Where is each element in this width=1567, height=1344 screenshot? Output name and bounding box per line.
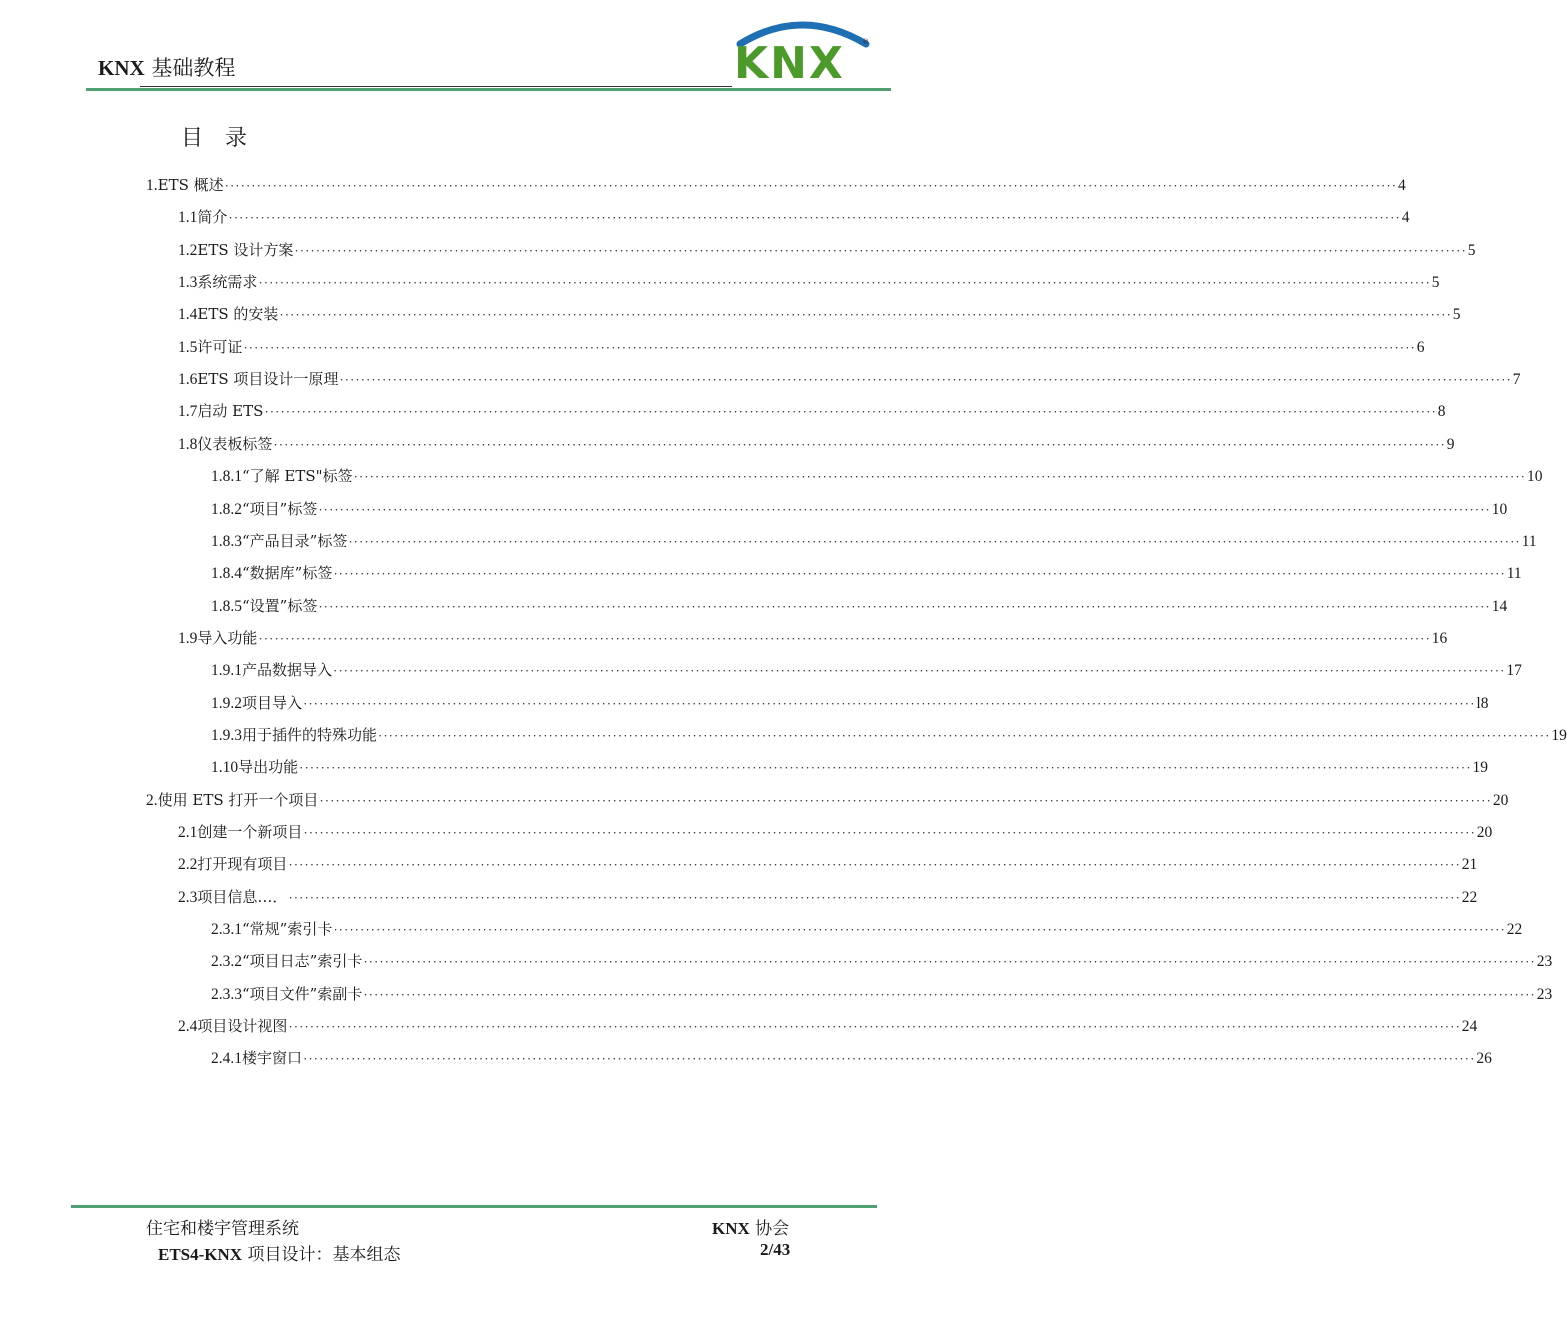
toc-entry-number: 2.1 [178,824,198,841]
toc-entry-page: 23 [1536,953,1553,971]
document-title-cjk: 基础教程 [144,56,236,80]
toc-entry-title: 简介 [197,208,228,227]
toc-dot-leader: ···························································································································································································································· [288,857,1461,873]
toc-entry[interactable] [178,821,1493,843]
toc-dot-leader: ···························································································································································································································· [333,566,1506,582]
toc-entry[interactable] [211,950,1553,972]
toc-entry[interactable] [178,627,1448,649]
toc-entry-number: 1.8.1 [211,468,242,486]
footer-course-name [158,1240,400,1265]
toc-entry-page: 20 [1492,791,1509,809]
toc-entry-title: 导入功能 [197,628,258,647]
toc-entry-page: 6 [1416,338,1425,356]
toc-entry[interactable] [178,853,1478,875]
toc-entry-page: 11 [1521,532,1537,550]
toc-entry[interactable] [178,336,1425,358]
toc-entry-page: 20 [1476,824,1493,841]
toc-dot-leader: ···························································································································································································································· [319,792,1492,808]
toc-entry-number: 1.8.5 [211,597,242,615]
toc-entry-number: 1. [146,177,158,194]
toc-entry-number: 2.3.3 [211,985,242,1003]
toc-entry-title: 使用 ETS 打开一个项目 [157,790,319,809]
toc-entry-title: 创建一个新项目 [197,823,303,841]
footer-organization-cjk: 协会 [749,1219,790,1239]
footer-system-name: 住宅和楼宇管理系统 [146,1219,299,1239]
toc-heading: 目录 [181,126,270,151]
toc-dot-leader: ···························································································································································································································· [303,825,1476,840]
toc-entry[interactable] [178,206,1410,228]
toc-entry-page: 9 [1446,435,1455,453]
toc-entry-page: 4 [1398,177,1406,194]
toc-entry-title: 用于插件的特殊功能 [242,725,378,744]
toc-entry-page: 23 [1536,985,1553,1003]
toc-entry-number: 1.10 [211,759,239,777]
toc-entry-number: 1.3 [178,274,198,292]
toc-entry-title: 项目导入 [242,693,303,712]
footer-divider [71,1205,877,1208]
toc-dot-leader: ···························································································································································································································· [279,307,1452,323]
logo-text: KNX [734,38,845,89]
toc-entry-title: “了解 ETS"标签 [242,467,353,486]
toc-entry-page: 16 [1431,629,1448,647]
toc-entry[interactable] [178,368,1521,390]
toc-entry-number: 1.8.4 [211,565,242,583]
toc-entry[interactable] [211,659,1522,681]
toc-entry-number: 2.4.1 [211,1050,242,1068]
toc-entry[interactable] [178,886,1478,908]
toc-dot-leader: ···························································································································································································································· [224,178,1398,193]
toc-dot-leader: ···························································································································································································································· [303,1051,1476,1067]
toc-entry[interactable] [178,271,1440,293]
toc-dot-leader: ···························································································································································································································· [333,922,1506,938]
toc-dot-leader: ···························································································································································································································· [353,469,1526,485]
toc-entry-number: 1.5 [178,338,198,356]
document-title-latin: KNX [98,56,145,80]
toc-entry-title: 楼宇窗口 [242,1049,303,1068]
toc-dot-leader: ···························································································································································································································· [243,339,1416,355]
toc-entry-title: 产品数据导入 [242,661,333,680]
toc-entry-number: 1.8.2 [211,500,242,518]
toc-entry-title: “项目”标签 [242,499,318,518]
toc-entry-title: ETS 项目设计一原理 [197,370,339,389]
toc-entry-number: 2.2 [178,856,198,874]
toc-dot-leader: ···························································································································································································································· [339,372,1512,388]
toc-entry-page: 21 [1461,856,1478,874]
toc-entry[interactable] [211,724,1567,746]
toc-entry-page: 19 [1472,759,1489,777]
toc-entry[interactable] [211,562,1522,584]
knx-logo-icon [728,14,876,89]
toc-entry-page: 17 [1506,662,1522,680]
toc-entry-title: ETS 概述 [157,176,224,194]
toc-dot-leader: ···························································································································································································································· [318,598,1491,614]
toc-entry-page: 7 [1512,371,1521,389]
footer-course-code: ETS4-KNX [158,1245,243,1264]
toc-entry-page: 5 [1452,306,1461,324]
toc-entry-page: 8 [1437,403,1446,421]
toc-entry[interactable] [178,400,1446,422]
toc-entry-title: 仪表板标签 [197,434,273,453]
toc-entry-title: 导出功能 [238,758,299,777]
toc-dot-leader: ···························································································································································································································· [378,727,1551,743]
toc-entry-number: 2.4 [178,1018,198,1036]
footer-organization [712,1214,789,1239]
document-title [98,54,235,82]
toc-dot-leader: ···························································································································································································································· [318,501,1491,517]
toc-entry-title: 启动 ETS [197,402,264,421]
toc-entry-number: 1.4 [178,306,198,324]
toc-entry-page: 19 [1551,726,1567,744]
toc-entry-title: “项目文件”索副卡 [242,984,363,1003]
toc-entry[interactable] [146,174,1406,196]
toc-entry-number: 1.9.1 [211,662,242,680]
toc-entry-page: 11 [1506,565,1522,583]
toc-dot-leader: ···························································································································································································································· [299,760,1472,776]
toc-dot-leader: ···························································································································································································································· [264,404,1437,420]
toc-entry-page: 4 [1401,209,1410,227]
toc-entry[interactable] [178,239,1476,261]
footer-course-subtitle: 项目设计：基本组态 [242,1245,401,1265]
toc-entry-page: 10 [1526,468,1543,486]
toc-dot-leader: ···························································································································································································································· [363,954,1536,970]
toc-entry[interactable] [211,756,1489,778]
toc-dot-leader: ···························································································································································································································· [294,242,1467,258]
toc-entry[interactable] [211,465,1543,487]
toc-entry-number: 2.3 [178,888,198,906]
toc-entry-page: 5 [1431,274,1440,292]
toc-entry-title: 项目信息…． [197,887,288,906]
toc-dot-leader: ···························································································································································································································· [258,275,1431,291]
toc-entry-page: 10 [1491,500,1508,518]
toc-dot-leader: ···························································································································································································································· [363,986,1536,1002]
toc-entry-page: 5 [1467,241,1476,259]
toc-entry-number: 1.2 [178,241,198,259]
toc-entry-title: 许可证 [197,337,243,356]
toc-dot-leader: ···························································································································································································································· [228,210,1401,226]
toc-entry-number: 1.9 [178,629,198,647]
toc-entry-title: 系统需求 [197,273,258,292]
toc-entry[interactable] [211,1047,1492,1069]
toc-entry-title: ETS 的安装 [197,305,279,324]
toc-entry-number: 2. [146,791,158,809]
toc-entry-number: 1.8 [178,435,198,453]
toc-entry[interactable] [178,303,1461,325]
toc-entry-number: 2.3.1 [211,921,242,939]
toc-entry-number: 1.9.2 [211,694,242,712]
toc-dot-leader: ···························································································································································································································· [303,695,1476,711]
toc-entry-number: 1.6 [178,371,198,389]
toc-entry-number: 2.3.2 [211,953,242,971]
toc-entry-title: “设置”标签 [242,596,318,615]
toc-entry-title: 打开现有项目 [197,855,288,874]
toc-entry[interactable] [211,498,1508,520]
toc-dot-leader: ···························································································································································································································· [348,533,1521,549]
toc-entry-number: 1.9.3 [211,726,242,744]
toc-entry-title: “数据库”标签 [242,564,333,583]
footer-organization-latin: KNX [712,1219,750,1238]
toc-entry-title: “产品目录”标签 [242,531,348,550]
toc-entry-page: 22 [1461,888,1478,906]
toc-entry[interactable] [211,530,1537,552]
toc-entry-title: “项目日志”索引卡 [242,952,363,971]
toc-entry[interactable] [178,433,1455,455]
toc-entry-page: 24 [1461,1018,1478,1036]
logo-registered: ® [862,38,869,46]
toc-dot-leader: ···························································································································································································································· [333,663,1506,679]
toc-entry[interactable] [211,983,1553,1005]
page-number: 2/43 [760,1240,791,1259]
toc-dot-leader: ···························································································································································································································· [288,889,1461,905]
toc-entry-page: 26 [1476,1050,1492,1068]
toc-dot-leader: ···························································································································································································································· [273,436,1446,452]
toc-entry-number: 1.1 [178,209,198,227]
toc-entry-page: l8 [1476,694,1489,712]
toc-entry-title: 项目设计视图 [197,1017,288,1036]
toc-entry[interactable] [146,789,1509,811]
toc-entry-number: 1.8.3 [211,532,242,550]
toc-dot-leader: ···························································································································································································································· [258,630,1431,646]
toc-entry[interactable] [211,692,1489,714]
header-underline [140,86,732,87]
toc-entry[interactable] [178,1015,1478,1037]
toc-entry-title: “常规”索引卡 [242,920,333,939]
toc-entry-title: ETS 设计方案 [197,240,294,259]
toc-entry-page: 14 [1491,597,1508,615]
toc-entry[interactable] [211,595,1508,617]
toc-dot-leader: ···························································································································································································································· [288,1019,1461,1035]
toc-entry-number: 1.7 [178,403,198,421]
toc-entry-page: 22 [1506,921,1523,939]
toc-entry[interactable] [211,918,1523,940]
